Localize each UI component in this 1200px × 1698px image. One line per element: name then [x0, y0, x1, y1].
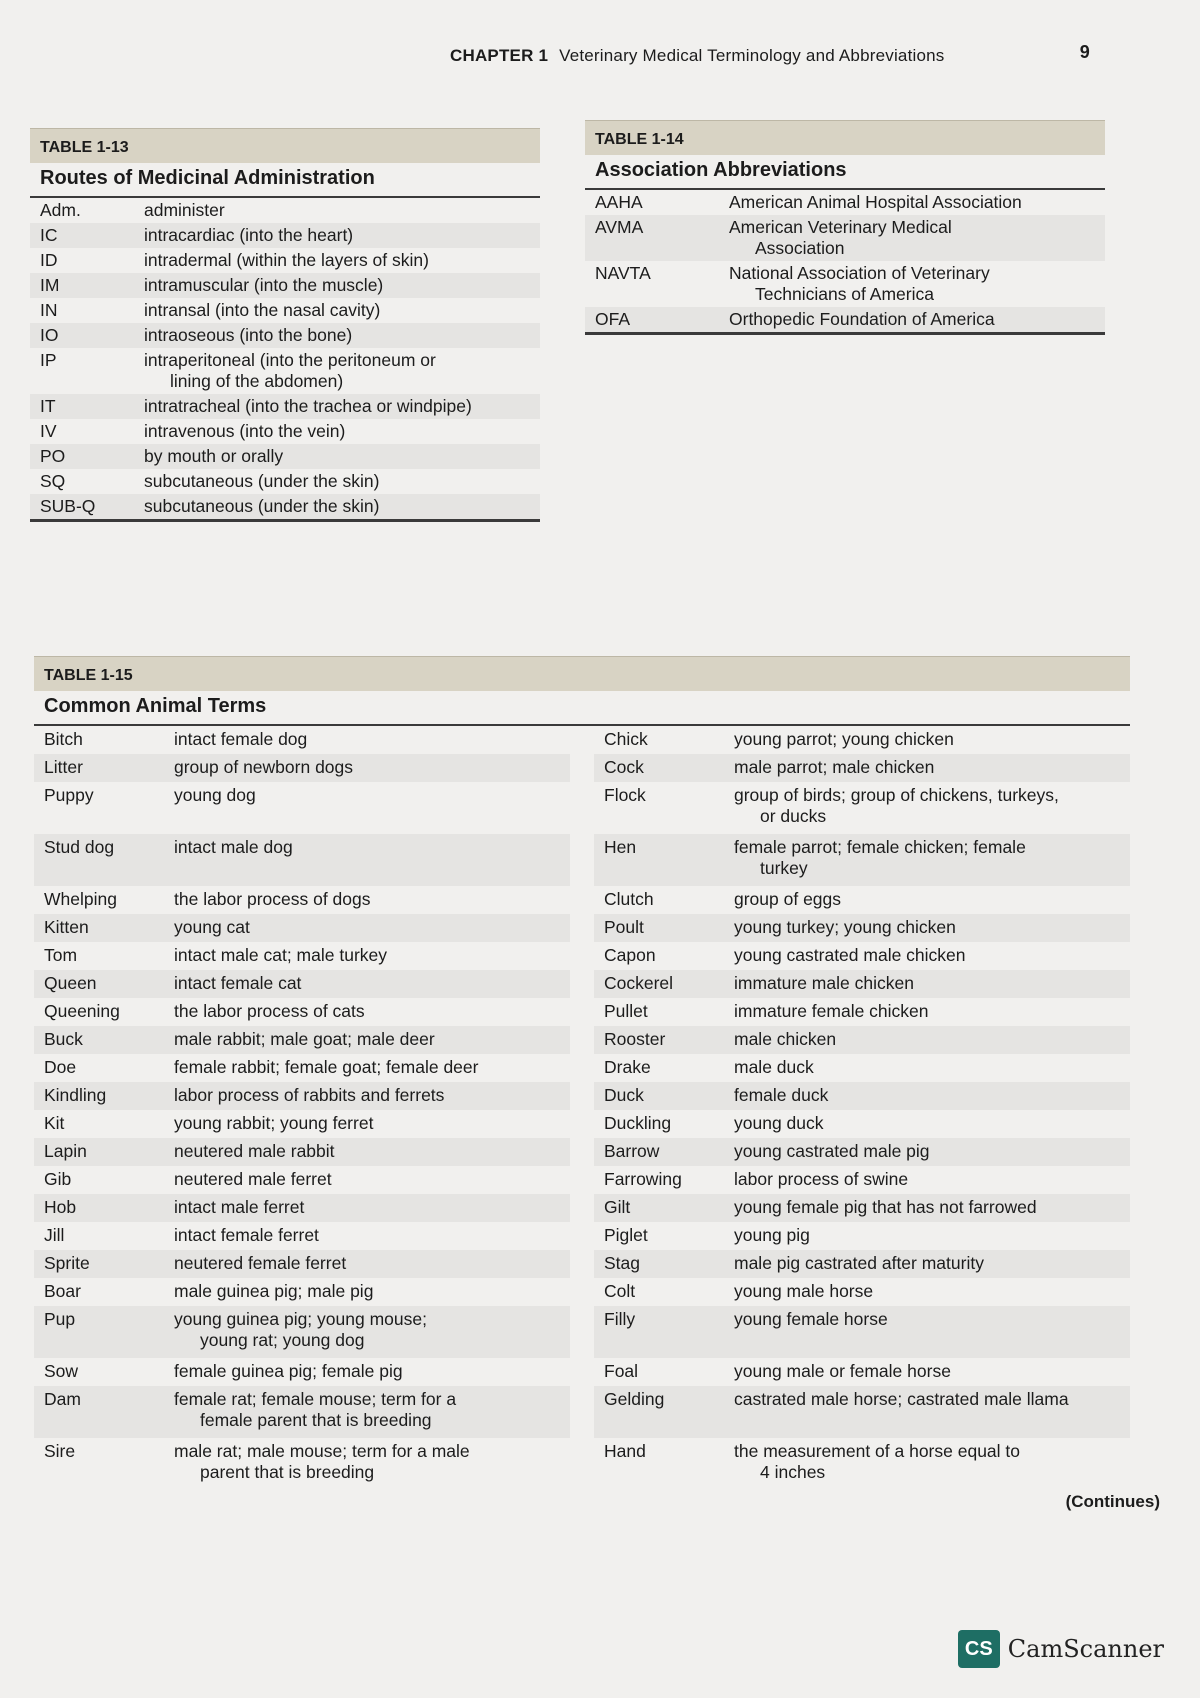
table-row — [594, 1138, 1130, 1166]
definition-cell — [734, 1169, 1130, 1191]
term-cell: Buck — [44, 1029, 83, 1049]
definition-line: Orthopedic Foundation of America — [729, 309, 995, 329]
definition-cell — [734, 1253, 1130, 1275]
table-row — [594, 914, 1130, 942]
term-cell: Farrowing — [604, 1169, 682, 1189]
definition-line: National Association of Veterinary — [729, 263, 990, 283]
definition-cell — [174, 1389, 570, 1435]
definition-cell — [144, 446, 540, 467]
term-cell: IM — [40, 275, 60, 295]
table-row — [594, 1278, 1130, 1306]
table-row — [30, 494, 540, 519]
definition-line: group of birds; group of chickens, turkeys, — [734, 785, 1059, 805]
table-row — [34, 1054, 570, 1082]
table-row — [34, 1138, 570, 1166]
definition-cell — [174, 837, 570, 883]
term-cell: Queen — [44, 973, 97, 993]
table-title: Routes of Medicinal Administration — [30, 163, 540, 198]
table-row — [34, 886, 570, 914]
table-row — [594, 1026, 1130, 1054]
term-cell: Colt — [604, 1281, 636, 1301]
term-cell: Doe — [44, 1057, 77, 1077]
definition-cell — [174, 1309, 570, 1355]
definition-line: intracardiac (into the heart) — [144, 225, 354, 245]
definition-line: male rabbit; male goat; male deer — [174, 1029, 435, 1049]
term-cell: Clutch — [604, 889, 654, 909]
table-row — [34, 1222, 570, 1250]
definition-continuation: or ducks — [760, 806, 827, 826]
term-cell: Sire — [44, 1441, 76, 1461]
definition-cell — [174, 729, 570, 751]
table-row — [30, 198, 540, 223]
term-cell: Kitten — [44, 917, 89, 937]
definition-cell — [174, 1225, 570, 1247]
definition-cell — [174, 1361, 570, 1383]
table-body — [585, 190, 1105, 335]
definition-continuation: turkey — [760, 858, 808, 878]
definition-line: male parrot; male chicken — [734, 757, 935, 777]
table-row — [594, 1082, 1130, 1110]
definition-cell — [734, 917, 1130, 939]
term-cell: IC — [40, 225, 58, 245]
definition-cell — [734, 1389, 1130, 1435]
definition-cell — [144, 300, 540, 321]
term-cell: IT — [40, 396, 56, 416]
term-cell: Kindling — [44, 1085, 107, 1105]
term-cell: Foal — [604, 1361, 639, 1381]
table-row — [594, 942, 1130, 970]
term-cell: Adm. — [40, 200, 81, 220]
definition-cell — [729, 309, 1105, 330]
table-row — [30, 223, 540, 248]
table-label: TABLE 1-14 — [585, 120, 1105, 155]
term-cell: Pup — [44, 1309, 76, 1329]
table-row — [594, 886, 1130, 914]
table-row — [34, 970, 570, 998]
definition-cell — [174, 1141, 570, 1163]
definition-cell — [734, 1085, 1130, 1107]
definition-line: intact female dog — [174, 729, 308, 749]
table-row — [585, 190, 1105, 215]
table-row — [594, 1438, 1130, 1490]
definition-continuation: young rat; young dog — [200, 1330, 365, 1350]
definition-cell — [174, 757, 570, 779]
definition-cell — [174, 1029, 570, 1051]
term-cell: Chick — [604, 729, 648, 749]
definition-line: castrated male horse; castrated male llama — [734, 1389, 1069, 1409]
table-row — [594, 782, 1130, 834]
definition-line: female rat; female mouse; term for a — [174, 1389, 457, 1409]
table-row — [34, 1026, 570, 1054]
definition-cell — [174, 1169, 570, 1191]
definition-line: intraperitoneal (into the peritoneum or — [144, 350, 436, 370]
definition-line: group of newborn dogs — [174, 757, 354, 777]
definition-continuation: parent that is breeding — [200, 1462, 375, 1482]
table-row — [34, 1438, 570, 1490]
table-row — [34, 942, 570, 970]
definition-line: female duck — [734, 1085, 829, 1105]
continues-note: (Continues) — [1065, 1492, 1160, 1511]
table-row — [34, 1166, 570, 1194]
table-row — [585, 261, 1105, 307]
table-row — [34, 1306, 570, 1358]
camscanner-watermark — [958, 1630, 1164, 1668]
table-row — [594, 1250, 1130, 1278]
definition-cell — [144, 275, 540, 296]
term-cell: Jill — [44, 1225, 65, 1245]
definition-cell — [174, 889, 570, 911]
definition-line: male rat; male mouse; term for a male — [174, 1441, 470, 1461]
term-cell: Hand — [604, 1441, 646, 1461]
camscanner-name: CamScanner — [1007, 1635, 1164, 1663]
definition-cell — [734, 1001, 1130, 1023]
definition-cell — [144, 421, 540, 442]
definition-cell — [729, 263, 1105, 305]
table-row — [34, 1082, 570, 1110]
definition-line: young guinea pig; young mouse; — [174, 1309, 427, 1329]
table-row — [585, 307, 1105, 332]
table-row — [30, 444, 540, 469]
term-cell: Barrow — [604, 1141, 660, 1161]
definition-cell — [734, 1225, 1130, 1247]
table-row — [594, 1166, 1130, 1194]
table-row — [30, 419, 540, 444]
term-cell: AAHA — [595, 192, 643, 212]
definition-cell — [174, 1281, 570, 1303]
definition-line: young cat — [174, 917, 250, 937]
definition-cell — [734, 1141, 1130, 1163]
term-cell: Bitch — [44, 729, 83, 749]
definition-line: male duck — [734, 1057, 814, 1077]
definition-line: young female horse — [734, 1309, 888, 1329]
definition-line: administer — [144, 200, 225, 220]
definition-continuation: Association — [755, 238, 845, 258]
definition-line: labor process of rabbits and ferrets — [174, 1085, 445, 1105]
definition-cell — [174, 1441, 570, 1487]
table-row — [594, 754, 1130, 782]
definition-line: immature female chicken — [734, 1001, 929, 1021]
definition-line: male chicken — [734, 1029, 837, 1049]
table-row — [594, 1386, 1130, 1438]
definition-line: young male or female horse — [734, 1361, 951, 1381]
running-head — [450, 42, 1090, 66]
definition-cell — [174, 1253, 570, 1275]
definition-cell — [144, 250, 540, 271]
term-cell: Puppy — [44, 785, 94, 805]
definition-line: American Animal Hospital Association — [729, 192, 1022, 212]
definition-cell — [734, 945, 1130, 967]
definition-cell — [174, 1085, 570, 1107]
table-row — [594, 1194, 1130, 1222]
definition-line: the labor process of cats — [174, 1001, 365, 1021]
definition-cell — [174, 917, 570, 939]
definition-cell — [144, 396, 540, 417]
table-row — [30, 348, 540, 394]
table-association-abbreviations — [585, 120, 1105, 335]
definition-line: young male horse — [734, 1281, 874, 1301]
term-cell: Kit — [44, 1113, 65, 1133]
definition-line: the labor process of dogs — [174, 889, 371, 909]
definition-cell — [734, 889, 1130, 911]
definition-cell — [734, 837, 1130, 883]
definition-line: young duck — [734, 1113, 824, 1133]
camscanner-logo-icon: CS — [958, 1630, 1000, 1668]
chapter-title: Veterinary Medical Terminology and Abbreviations — [559, 46, 945, 65]
definition-line: intratracheal (into the trachea or windpipe) — [144, 396, 472, 416]
definition-line: young castrated male chicken — [734, 945, 966, 965]
definition-cell — [144, 325, 540, 346]
definition-line: labor process of swine — [734, 1169, 909, 1189]
table-row — [594, 1358, 1130, 1386]
term-cell: Sow — [44, 1361, 79, 1381]
definition-line: intact female cat — [174, 973, 302, 993]
term-cell: Stud dog — [44, 837, 115, 857]
term-cell: Gelding — [604, 1389, 665, 1409]
definition-line: American Veterinary Medical — [729, 217, 952, 237]
table-row — [594, 1306, 1130, 1358]
term-cell: OFA — [595, 309, 631, 329]
table-row — [594, 726, 1130, 754]
definition-cell — [734, 785, 1130, 831]
term-cell: PO — [40, 446, 66, 466]
definition-cell — [734, 1057, 1130, 1079]
table-row — [34, 1358, 570, 1386]
term-cell: Tom — [44, 945, 78, 965]
term-cell: SUB-Q — [40, 496, 96, 516]
definition-line: the measurement of a horse equal to — [734, 1441, 1021, 1461]
term-cell: Cockerel — [604, 973, 674, 993]
table-routes-of-administration — [30, 128, 540, 522]
definition-line: neutered male rabbit — [174, 1141, 335, 1161]
table-row — [34, 726, 570, 754]
term-cell: IN — [40, 300, 58, 320]
table-row — [30, 394, 540, 419]
definition-cell — [734, 1197, 1130, 1219]
table-label: TABLE 1-15 — [34, 656, 1130, 691]
definition-line: by mouth or orally — [144, 446, 284, 466]
definition-line: subcutaneous (under the skin) — [144, 496, 380, 516]
definition-line: intradermal (within the layers of skin) — [144, 250, 429, 270]
table-row — [34, 1110, 570, 1138]
table-row — [34, 1194, 570, 1222]
definition-continuation: Technicians of America — [755, 284, 934, 304]
definition-line: intransal (into the nasal cavity) — [144, 300, 381, 320]
term-cell: IP — [40, 350, 57, 370]
term-cell: Rooster — [604, 1029, 666, 1049]
table-row — [594, 1222, 1130, 1250]
definition-line: intact male ferret — [174, 1197, 305, 1217]
definition-line: intramuscular (into the muscle) — [144, 275, 384, 295]
term-cell: IV — [40, 421, 57, 441]
definition-line: immature male chicken — [734, 973, 914, 993]
definition-line: intact male cat; male turkey — [174, 945, 387, 965]
definition-cell — [144, 496, 540, 517]
term-cell: Dam — [44, 1389, 81, 1409]
definition-cell — [144, 471, 540, 492]
term-cell: Piglet — [604, 1225, 648, 1245]
term-cell: Litter — [44, 757, 83, 777]
term-cell: Capon — [604, 945, 656, 965]
table-title: Association Abbreviations — [585, 155, 1105, 190]
definition-cell — [174, 785, 570, 831]
definition-line: female guinea pig; female pig — [174, 1361, 403, 1381]
table-row — [30, 469, 540, 494]
table-row — [594, 834, 1130, 886]
table-row — [585, 215, 1105, 261]
term-cell: Lapin — [44, 1141, 87, 1161]
table-label: TABLE 1-13 — [30, 128, 540, 163]
definition-cell — [174, 945, 570, 967]
definition-line: young parrot; young chicken — [734, 729, 954, 749]
term-cell: Cock — [604, 757, 644, 777]
definition-cell — [734, 757, 1130, 779]
table-row — [34, 1386, 570, 1438]
table-common-animal-terms — [34, 656, 1130, 1490]
definition-cell — [174, 1197, 570, 1219]
table-row — [34, 1250, 570, 1278]
definition-cell — [174, 1057, 570, 1079]
table-row — [34, 998, 570, 1026]
term-cell: Stag — [604, 1253, 640, 1273]
definition-line: young dog — [174, 785, 256, 805]
table-row — [594, 1054, 1130, 1082]
definition-cell — [734, 729, 1130, 751]
definition-line: subcutaneous (under the skin) — [144, 471, 380, 491]
term-cell: Drake — [604, 1057, 651, 1077]
table-row — [34, 1278, 570, 1306]
table-row — [30, 323, 540, 348]
term-cell: NAVTA — [595, 263, 651, 283]
left-column — [34, 726, 594, 1490]
table-row — [594, 998, 1130, 1026]
definition-cell — [729, 217, 1105, 259]
page-number: 9 — [1079, 42, 1090, 62]
right-column — [594, 726, 1130, 1490]
definition-cell — [734, 1441, 1130, 1487]
table-row — [34, 754, 570, 782]
term-cell: AVMA — [595, 217, 644, 237]
definition-line: neutered male ferret — [174, 1169, 332, 1189]
table-row — [594, 1110, 1130, 1138]
table-row — [30, 273, 540, 298]
definition-cell — [734, 1309, 1130, 1355]
definition-line: young turkey; young chicken — [734, 917, 956, 937]
definition-line: intraoseous (into the bone) — [144, 325, 353, 345]
definition-cell — [729, 192, 1105, 213]
term-cell: Duckling — [604, 1113, 672, 1133]
term-cell: Gib — [44, 1169, 72, 1189]
table-body — [30, 198, 540, 522]
term-cell: IO — [40, 325, 59, 345]
definition-line: intravenous (into the vein) — [144, 421, 346, 441]
definition-line: male pig castrated after maturity — [734, 1253, 984, 1273]
term-cell: Filly — [604, 1309, 636, 1329]
definition-line: male guinea pig; male pig — [174, 1281, 374, 1301]
term-cell: Hob — [44, 1197, 77, 1217]
definition-cell — [174, 1113, 570, 1135]
definition-line: young female pig that has not farrowed — [734, 1197, 1037, 1217]
definition-cell — [734, 1281, 1130, 1303]
definition-cell — [144, 350, 540, 392]
term-cell: Poult — [604, 917, 644, 937]
chapter-label: CHAPTER 1 — [450, 46, 549, 65]
term-cell: Duck — [604, 1085, 644, 1105]
table-body — [34, 726, 1130, 1490]
definition-line: young rabbit; young ferret — [174, 1113, 374, 1133]
term-cell: Queening — [44, 1001, 120, 1021]
definition-cell — [144, 200, 540, 221]
definition-line: young pig — [734, 1225, 810, 1245]
table-row — [34, 914, 570, 942]
definition-continuation: female parent that is breeding — [200, 1410, 432, 1430]
term-cell: Whelping — [44, 889, 117, 909]
definition-cell — [734, 1361, 1130, 1383]
definition-line: intact female ferret — [174, 1225, 319, 1245]
definition-line: neutered female ferret — [174, 1253, 347, 1273]
term-cell: Flock — [604, 785, 646, 805]
definition-line: young castrated male pig — [734, 1141, 930, 1161]
term-cell: Hen — [604, 837, 637, 857]
table-row — [30, 248, 540, 273]
table-title: Common Animal Terms — [34, 691, 1130, 726]
definition-cell — [734, 1029, 1130, 1051]
term-cell: Boar — [44, 1281, 81, 1301]
term-cell: Pullet — [604, 1001, 648, 1021]
term-cell: Sprite — [44, 1253, 90, 1273]
definition-line: female parrot; female chicken; female — [734, 837, 1026, 857]
definition-cell — [734, 973, 1130, 995]
definition-continuation: lining of the abdomen) — [170, 371, 344, 391]
table-row — [34, 782, 570, 834]
term-cell: Gilt — [604, 1197, 631, 1217]
term-cell: SQ — [40, 471, 66, 491]
table-row — [30, 298, 540, 323]
table-row — [34, 834, 570, 886]
definition-line: female rabbit; female goat; female deer — [174, 1057, 479, 1077]
definition-continuation: 4 inches — [760, 1462, 826, 1482]
definition-line: intact male dog — [174, 837, 293, 857]
table-row — [594, 970, 1130, 998]
definition-cell — [174, 973, 570, 995]
definition-cell — [144, 225, 540, 246]
definition-cell — [174, 1001, 570, 1023]
definition-cell — [734, 1113, 1130, 1135]
term-cell: ID — [40, 250, 58, 270]
definition-line: group of eggs — [734, 889, 842, 909]
